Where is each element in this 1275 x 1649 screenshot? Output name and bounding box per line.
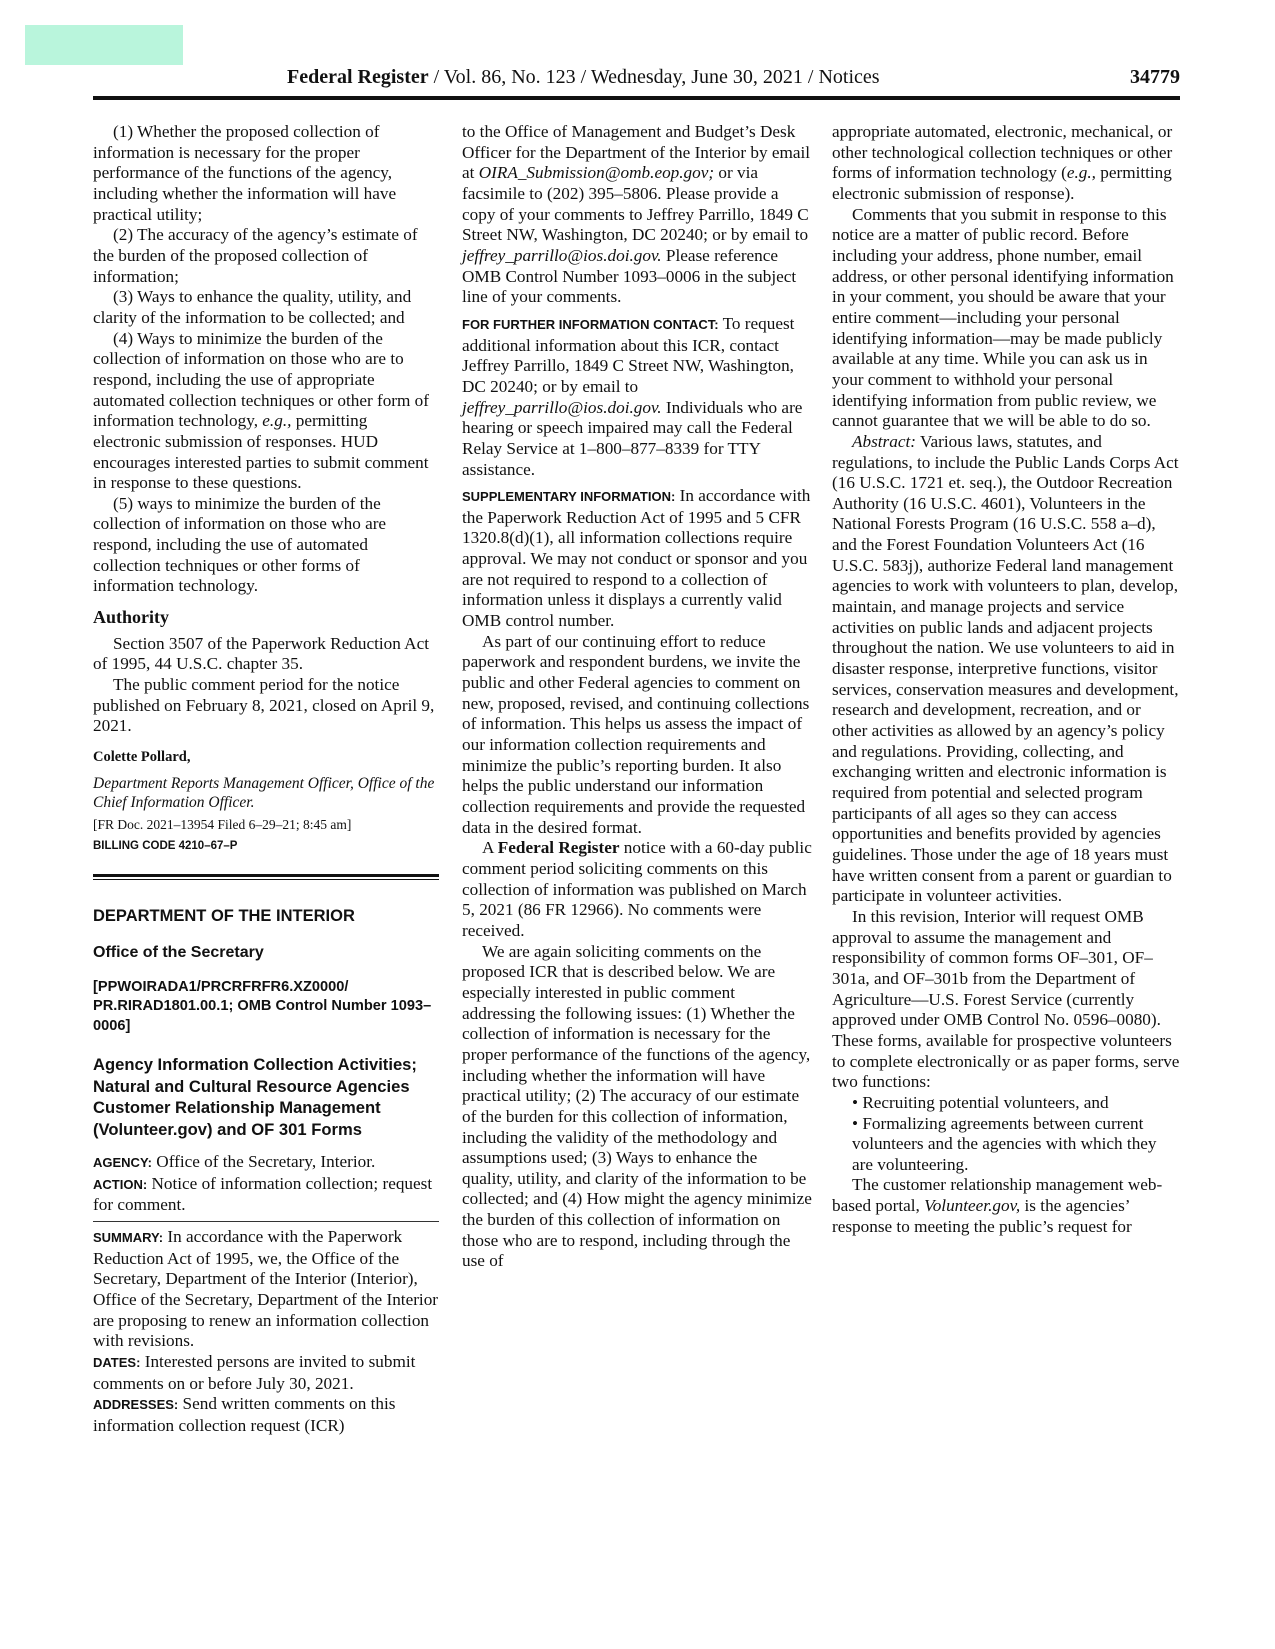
column-3	[832, 122, 1180, 1237]
paragraph: (1) Whether the proposed collection of information is necessary for the proper performance of the functions of the agency, including whether the information will have practical utility;	[93, 122, 397, 224]
paragraph: The public comment period for the notice published on February 8, 2021, closed on April 9, 2021.	[93, 675, 435, 736]
paragraph: In this revision, Interior will request OMB approval to assume the management and responsibility of common forms OF–301, OF–301a, and OF–301b from the Department of Agriculture—U.S. Forest Service (currently approved under OMB Control No. 0596–0080). These forms, available for prospective volunteers to complete electronically or as paper forms, serve two functions:	[832, 906, 1180, 1092]
signer-name: Colette Pollard,	[93, 749, 191, 766]
agency-line: AGENCY: Office of the Secretary, Interior.	[93, 1152, 376, 1172]
paragraph: Comments that you submit in response to this notice are a matter of public record. Before including your address, phone number, email address, or other personal identifying information in your comment, you should be aware that your entire comment—including your personal identifying information—may be made publicly available at any time. While you can ask us in your comment to withhold your personal identifying information from public review, we cannot guarantee that we will be able to do so.	[832, 204, 1174, 431]
paragraph: We are again soliciting comments on the proposed ICR that is described below. We are especially interested in public comment addressing the following issues: (1) Whether the collection of information is necessary for the proper performance of the functions of the agency, including whether the information will have practical utility; (2) The accuracy of our estimate of the burden for this collection of information, including the validity of the methodology and assumptions used; (3) Ways to enhance the quality, utility, and clarity of the information to be collected; and (4) How might the agency minimize the burden of this collection of information on those who are to respond, including through the use of	[462, 941, 812, 1271]
section-heading-authority: Authority	[93, 607, 169, 628]
document-title: Agency Information Collection Activities; Natural and Cultural Resource Agencies Customer Relationship Management (Volunteer.gov) and OF 301 Forms	[93, 1055, 417, 1139]
office-heading: Office of the Secretary	[93, 944, 264, 961]
signer-title: Department Reports Management Officer, Office of the Chief Information Officer.	[93, 774, 435, 811]
paragraph: As part of our continuing effort to reduce paperwork and respondent burdens, we invite the public and other Federal agencies to comment on new, proposed, revised, and continuing collections of information. This helps us assess the impact of our information collection requirements and minimize the public’s reporting burden. It also helps the public understand our information collection requirements and provide the requested data in the desired format.	[462, 631, 810, 837]
column-2	[462, 122, 812, 1272]
page-header	[93, 66, 1180, 94]
bullet-item: • Recruiting potential volunteers, and	[852, 1092, 1109, 1112]
email-link[interactable]: OIRA_Submission@omb.eop.gov;	[478, 163, 715, 183]
bullet-item: • Formalizing agreements between current volunteers and the agencies with which they are volunteering.	[852, 1113, 1157, 1174]
header-rule	[93, 96, 1180, 100]
section-divider	[93, 874, 439, 880]
paragraph: (3) Ways to enhance the quality, utility, and clarity of the information to be collected; and	[93, 287, 412, 327]
abstract-paragraph: Abstract: Various laws, statutes, and regulations, to include the Public Lands Corps Act (16 U.S.C. 1721 et. seq.), the Outdoor Recreation Authority (16 U.S.C. 4601), Volunteers in the National Forests Program (16 U.S.C. 558 a–d), and the Forest Foundation Volunteers Act (16 U.S.C. 583j), authorize Federal land management agencies to work with volunteers to plan, develop, maintain, and manage projects and service activities on public lands and adjacent projects throughout the nation. We use volunteers to aid in disaster response, interpretive functions, visitor services, conservation measures and development, research and development, recreation, and or other activities as allowed by an agency’s policy and regulations. Providing, collecting, and exchanging written and electronic information is required from potential and selected program participants of all ages so they can access opportunities and benefits provided by agencies guidelines. Those under the age of 18 years must have written consent from a parent or guardian to participate in volunteer activities.	[832, 431, 1179, 906]
paragraph: Section 3507 of the Paperwork Reduction Act of 1995, 44 U.S.C. chapter 35.	[93, 633, 429, 674]
paragraph: appropriate automated, electronic, mechanical, or other technological collection techniques or other forms of information technology (e.g., permitting electronic submission of response).	[832, 122, 1173, 203]
website-name: Volunteer.gov,	[924, 1196, 1021, 1216]
supplementary-paragraph: SUPPLEMENTARY INFORMATION: In accordance with the Paperwork Reduction Act of 1995 and 5 CFR 1320.8(d)(1), all information collections require approval. We may not conduct or sponsor and you are not required to respond to a collection of information unless it displays a currently valid OMB control number.	[462, 486, 811, 631]
green-tab-marker	[25, 25, 183, 65]
billing-code: BILLING CODE 4210–67–P	[93, 839, 238, 852]
paragraph: The customer relationship management web-based portal, Volunteer.gov, is the agencies’ response to meeting the public’s request for	[832, 1175, 1163, 1236]
paragraph: (4) Ways to minimize the burden of the collection of information on those who are to respond, including the use of appropriate automated collection techniques or other form of information technology, e.g., permitting electronic submission of responses. HUD encourages interested parties to submit comment in response to these questions.	[93, 328, 429, 493]
summary-paragraph: SUMMARY: In accordance with the Paperwork Reduction Act of 1995, we, the Office of the Secretary, Department of the Interior (Interior), Office of the Secretary, Department of the Interior are proposing to renew an information collection with revisions.	[93, 1227, 439, 1351]
paragraph: (5) ways to minimize the burden of the collection of information on those who are respond, including the use of automated collection techniques or other forms of information technology.	[93, 493, 387, 596]
action-line: ACTION: Notice of information collection; request for comment.	[93, 1173, 433, 1215]
paragraph: A Federal Register notice with a 60-day public comment period soliciting comments on this collection of information was published on March 5, 2021 (86 FR 12966). No comments were received.	[462, 838, 812, 940]
header-title	[287, 66, 880, 89]
further-info-paragraph: FOR FURTHER INFORMATION CONTACT: To request additional information about this ICR, contact Jeffrey Parrillo, 1849 C Street NW, Washington, DC 20240; or by email to jeffrey_parrillo@ios.doi.gov. Individuals who are hearing or speech impaired may call the Federal Relay Service at 1–800–877–8339 for TTY assistance.	[462, 313, 803, 479]
email-link[interactable]: jeffrey_parrillo@ios.doi.gov.	[462, 245, 662, 265]
column-1	[93, 122, 439, 1437]
divider	[93, 1221, 439, 1222]
journal-name: Federal Register	[287, 66, 429, 88]
department-heading: DEPARTMENT OF THE INTERIOR	[93, 907, 355, 926]
page-number: 34779	[1130, 66, 1180, 88]
addresses-paragraph: ADDRESSES: Send written comments on this information collection request (ICR)	[93, 1394, 396, 1436]
paragraph: to the Office of Management and Budget’s Desk Officer for the Department of the Interior by email at OIRA_Submission@omb.eop.gov; or via facsimile to (202) 395–5806. Please provide a copy of your comments to Jeffrey Parrillo, 1849 C Street NW, Washington, DC 20240; or by email to jeffrey_parrillo@ios.doi.gov. Please reference OMB Control Number 1093–0006 in the subject line of your comments.	[462, 122, 811, 307]
issue-info: / Vol. 86, No. 123 / Wednesday, June 30, 2021 / Notices	[433, 66, 880, 88]
dates-paragraph: DATES: Interested persons are invited to submit comments on or before July 30, 2021.	[93, 1352, 416, 1393]
docket-number: [PPWOIRADA1/PRCRFRFR6.XZ0000/ PR.RIRAD1801.00.1; OMB Control Number 1093–0006]	[93, 978, 432, 1034]
email-link[interactable]: jeffrey_parrillo@ios.doi.gov.	[462, 397, 662, 417]
paragraph: (2) The accuracy of the agency’s estimate of the burden of the proposed collection of information;	[93, 225, 418, 286]
fr-doc-line: [FR Doc. 2021–13954 Filed 6–29–21; 8:45 am]	[93, 816, 352, 832]
